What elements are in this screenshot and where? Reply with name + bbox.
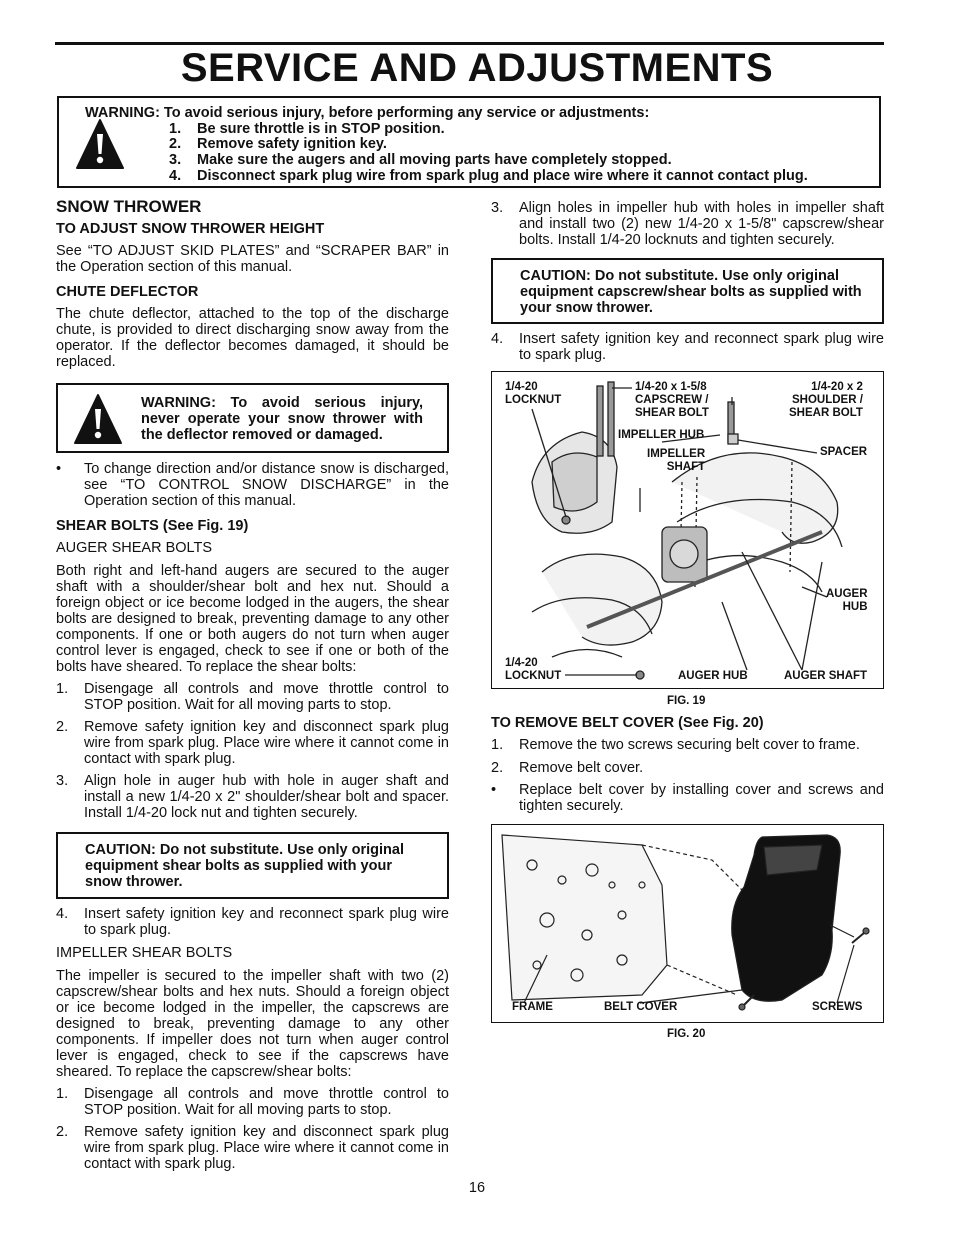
label-locknut-bottom: 1/4-20 LOCKNUT [505,657,562,682]
list-item: 2. Remove safety ignition key and disconnect spark plug wire from spark plug. Place wire where it cannot come in contact with spark plug. [56,1124,449,1172]
label-locknut-top: 1/4-20 LOCKNUT [505,381,562,406]
right-column [491,200,884,248]
page-number: 16 [468,1180,486,1196]
label-frame: FRAME [512,1001,553,1013]
top-warning-text [85,106,808,185]
warning-triangle-icon [73,393,123,445]
list-item: 2. Remove safety ignition key and disconnect spark plug wire from spark plug. Place wire where it cannot come in contact with spark plug. [56,719,449,767]
page-title: SERVICE AND ADJUSTMENTS [180,46,774,90]
auger-caution-box [56,832,449,899]
left-column [56,199,449,370]
subheading-auger-shear-bolts: AUGER SHEAR BOLTS [56,540,213,556]
list-item: 3. Make sure the augers and all moving parts have completely stopped. [169,152,672,169]
figure-19 [491,371,884,689]
top-warning-lead: WARNING: To avoid serious injury, before performing any service or adjustments: [85,105,650,121]
section-heading-snow-thrower: SNOW THROWER [56,197,202,216]
list-item: 1. Remove the two screws securing belt cover to frame. [491,737,860,753]
auger-caution-text: CAUTION: Do not substitute. Use only original equipment shear bolts as supplied with your snow thrower. [85,842,404,890]
list-item: 4. Insert safety ignition key and reconnect spark plug wire to spark plug. [491,331,884,363]
impeller-caution-box [491,258,884,324]
label-auger-hub-bottom: AUGER HUB [678,670,748,682]
top-rule [55,42,884,45]
figure-20-caption: FIG. 20 [667,1028,706,1040]
chute-warning-text: WARNING: To avoid serious injury, never operate your snow thrower with the deflector removed or damaged. [141,395,423,443]
label-impeller-shaft: IMPELLER SHAFT [647,448,706,473]
top-warning-box [57,96,881,188]
list-item: 4. Insert safety ignition key and reconnect spark plug wire to spark plug. [56,906,449,938]
paragraph-chute: The chute deflector, attached to the top of the discharge chute, is provided to direct discharging snow away from the operator. If the deflector becomes damaged, it should be replaced. [56,306,449,370]
label-capscrew: 1/4-20 x 1-5/8 CAPSCREW / SHEAR BOLT [635,381,709,419]
label-impeller-hub: IMPELLER HUB [618,429,705,441]
right-column-3 [491,715,884,814]
list-item: • Replace belt cover by installing cover and screws and tighten securely. [491,782,884,814]
right-column-2 [491,331,884,363]
heading-shear-bolts: SHEAR BOLTS (See Fig. 19) [56,518,249,534]
left-column-2 [56,461,449,821]
top-warning-list [169,122,808,185]
subheading-impeller-shear-bolts: IMPELLER SHEAR BOLTS [56,945,233,961]
chute-warning-box [56,383,449,453]
heading-chute-deflector: CHUTE DEFLECTOR [56,284,199,300]
label-auger-shaft: AUGER SHAFT [784,670,868,682]
label-screws: SCREWS [812,1001,863,1013]
list-item: 1. Be sure throttle is in STOP position. [169,120,445,137]
list-item: 1. Disengage all controls and move throttle control to STOP position. Wait for all moving parts to stop. [56,681,449,713]
paragraph-height: See “TO ADJUST SKID PLATES” and “SCRAPER BAR” in the Operation section of this manual. [56,243,449,275]
impeller-caution-text: CAUTION: Do not substitute. Use only original equipment capscrew/shear bolts as supplied with your snow thrower. [520,268,862,316]
label-shoulder-bolt: 1/4-20 x 2 SHOULDER / SHEAR BOLT [789,381,863,419]
list-item: 3. Align hole in auger hub with hole in auger shaft and install a new 1/4-20 x 2" shoulder/shear bolt and spacer. Install 1/4-20 lock nut and tighten securely. [56,773,449,821]
left-column-3 [56,906,449,1172]
paragraph-auger: Both right and left-hand augers are secured to the auger shaft with a shoulder/shear bolt and hex nut. Should a foreign object or ice become lodged in the augers, the shear bolts are designed to break, preventing damage to any other components. If one or both augers do not turn when auger control lever is engaged, check to see if one or both of the bolts have sheared. To replace the shear bolts: [56,563,449,675]
list-item: 2. Remove safety ignition key. [169,136,387,153]
paragraph-impeller: The impeller is secured to the impeller shaft with two (2) capscrew/shear bolts and hex nuts. Should a foreign object or ice become lodged in the impeller, the capscrews are designed to break, preventing damage to any other components. If impeller does not turn when auger control lever is engaged, check to see if the capscrews have sheared. To replace the capscrew/shear bolts: [56,968,449,1080]
belt-cover-illustration [492,825,883,1022]
list-item: 4. Disconnect spark plug wire from spark plug and place wire where it cannot contact plug. [169,167,808,184]
bullet-chute: • To change direction and/or distance snow is discharged, see “TO CONTROL SNOW DISCHARGE” in the Operation section of this manual. [56,461,449,509]
heading-adjust-height: TO ADJUST SNOW THROWER HEIGHT [56,221,325,237]
list-item: 1. Disengage all controls and move throttle control to STOP position. Wait for all moving parts to stop. [56,1086,449,1118]
list-item: 3. Align holes in impeller hub with holes in impeller shaft and install two (2) new 1/4-20 x 1-5/8" capscrew/shear bolts. Install 1/4-20 locknuts and tighten securely. [491,200,884,248]
figure-20 [491,824,884,1023]
label-spacer: SPACER [820,446,868,458]
label-belt-cover: BELT COVER [604,1001,678,1013]
list-item: 2. Remove belt cover. [491,760,644,776]
figure-19-caption: FIG. 19 [667,695,706,707]
label-auger-hub-right: AUGER HUB [826,588,868,613]
heading-remove-belt-cover: TO REMOVE BELT COVER (See Fig. 20) [491,715,764,731]
